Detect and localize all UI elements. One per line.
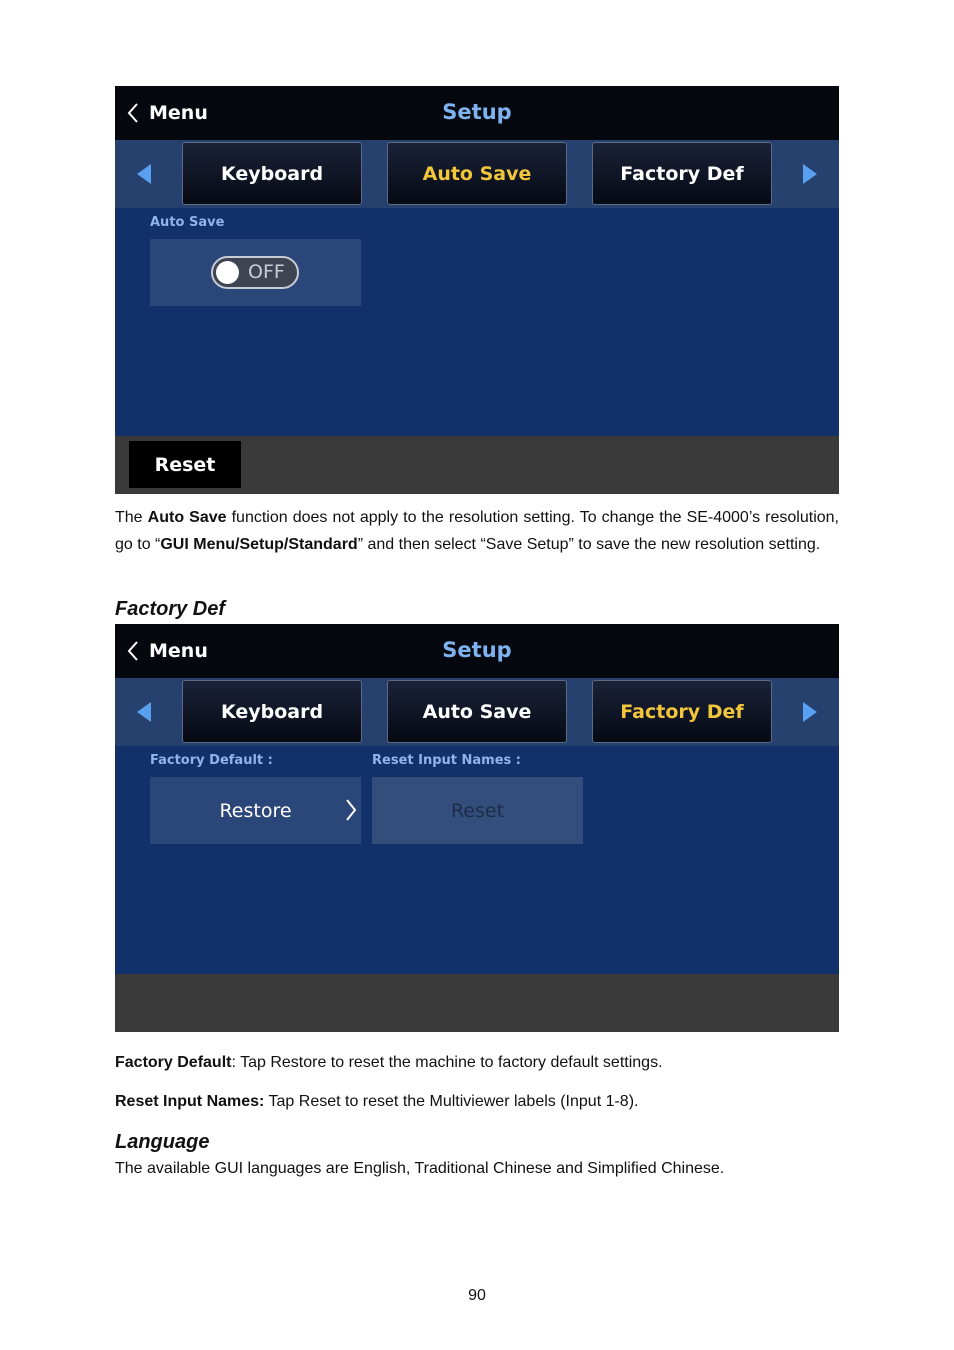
restore-button-label: Restore	[219, 799, 292, 822]
arrow-left-icon[interactable]	[137, 164, 151, 184]
text: : Tap Restore to reset the machine to factory default settings.	[231, 1054, 663, 1071]
auto-save-note	[115, 504, 839, 558]
reset-input-names-description	[115, 1088, 839, 1115]
tab-auto-save[interactable]: Auto Save	[387, 680, 567, 743]
top-bar	[115, 624, 839, 678]
footer-bar	[115, 436, 839, 494]
tab-factory-def[interactable]: Factory Def	[592, 680, 772, 743]
menu-back-label: Menu	[149, 640, 208, 662]
auto-save-toggle[interactable]	[211, 256, 299, 289]
reset-input-names-label: Reset Input Names :	[372, 753, 521, 768]
tab-row	[115, 140, 839, 208]
top-bar	[115, 86, 839, 140]
bold-text: GUI Menu/Setup/Standard	[160, 536, 358, 553]
heading-language: Language	[115, 1131, 210, 1153]
auto-save-panel	[150, 239, 361, 306]
setup-screen-auto-save	[115, 86, 839, 494]
auto-save-section-label: Auto Save	[150, 215, 225, 230]
tab-keyboard[interactable]: Keyboard	[182, 680, 362, 743]
tab-keyboard[interactable]: Keyboard	[182, 142, 362, 205]
text: function does not apply to the resolution setting. To change the SE-4000’s resolution, go to “	[115, 509, 839, 553]
text: ” and then select “Save Setup” to save the new resolution setting.	[357, 536, 821, 553]
arrow-right-icon[interactable]	[803, 164, 817, 184]
toggle-state-label: OFF	[248, 261, 285, 283]
arrow-right-icon[interactable]	[803, 702, 817, 722]
bold-text: Auto Save	[147, 509, 227, 526]
screen-title: Setup	[442, 100, 512, 124]
language-description: The available GUI languages are English, Traditional Chinese and Simplified Chinese.	[115, 1160, 725, 1177]
factory-default-label: Factory Default :	[150, 753, 273, 768]
reset-input-names-button-label: Reset	[450, 799, 505, 822]
text: Tap Reset to reset the Multiviewer labels (Input 1-8).	[264, 1093, 639, 1110]
text: The	[115, 509, 148, 526]
reset-input-names-button[interactable]	[372, 777, 583, 844]
footer-bar	[115, 974, 839, 1032]
heading-factory-def: Factory Def	[115, 598, 226, 620]
tab-factory-def[interactable]: Factory Def	[592, 142, 772, 205]
screen-title: Setup	[442, 638, 512, 662]
tab-auto-save[interactable]: Auto Save	[387, 142, 567, 205]
menu-back-label: Menu	[149, 102, 208, 124]
bold-text: Reset Input Names:	[115, 1093, 265, 1110]
arrow-left-icon[interactable]	[137, 702, 151, 722]
toggle-knob	[216, 261, 239, 284]
reset-button[interactable]: Reset	[129, 441, 241, 488]
page-number: 90	[468, 1287, 486, 1304]
setup-screen-factory-def	[115, 624, 839, 1032]
factory-default-description	[115, 1049, 839, 1076]
chevron-right-icon	[345, 799, 357, 821]
tab-row	[115, 678, 839, 746]
bold-text: Factory Default	[115, 1054, 232, 1071]
restore-button[interactable]	[150, 777, 361, 844]
